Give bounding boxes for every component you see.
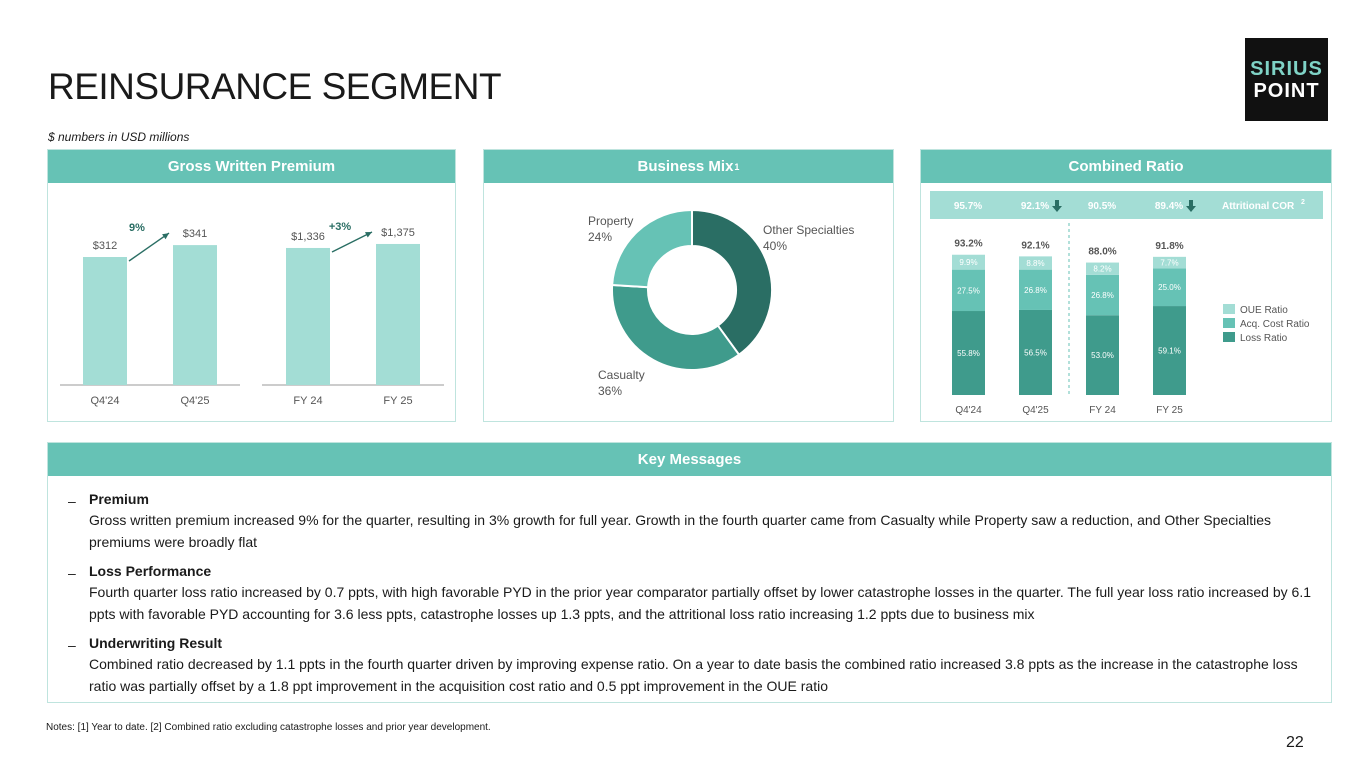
key-messages-panel bbox=[47, 442, 1332, 703]
logo-line-2: POINT bbox=[1253, 79, 1320, 102]
footnotes: Notes: [1] Year to date. [2] Combined ratio excluding catastrophe losses and prior year development. bbox=[46, 722, 491, 733]
gwp-panel-title: Gross Written Premium bbox=[167, 158, 336, 175]
key-message-item bbox=[68, 490, 1311, 553]
legend-label: Acq. Cost Ratio bbox=[1240, 319, 1310, 330]
cr-segment-label: 7.7% bbox=[1160, 258, 1179, 268]
gwp-bar-value-label: $341 bbox=[182, 228, 208, 241]
key-message-text: Combined ratio decreased by 1.1 ppts in the fourth quarter driven by improving expense ratio. On a year to date basis the combined ratio increased 3.8 ppts as the increase in the catastrophe loss ratio was partially offset by a 1.8 ppt improvement in the acquisition cost ratio and 0.5 ppt improvement in the OUE ratio bbox=[89, 656, 1298, 694]
gwp-growth-label: 9% bbox=[129, 222, 145, 235]
combined-ratio-chart bbox=[921, 183, 1331, 421]
cr-total-label: 88.0% bbox=[1088, 246, 1117, 258]
donut-percent-label: 40% bbox=[763, 239, 788, 253]
growth-arrow-head bbox=[162, 233, 169, 239]
donut-percent-label: 36% bbox=[598, 384, 623, 398]
cr-total-label: 92.1% bbox=[1021, 240, 1050, 252]
gwp-category-label: Q4'25 bbox=[180, 395, 210, 407]
attritional-cor-value: 95.7% bbox=[953, 201, 983, 212]
cr-segment-label: 55.8% bbox=[957, 349, 980, 359]
cr-category-label: FY 24 bbox=[1089, 405, 1116, 416]
mix-panel-title: Business Mix bbox=[637, 158, 734, 175]
attritional-cor-value: 90.5% bbox=[1087, 201, 1117, 212]
page-number: 22 bbox=[1286, 734, 1304, 751]
page-title: REINSURANCE SEGMENT bbox=[48, 66, 502, 107]
legend-label: OUE Ratio bbox=[1240, 305, 1288, 316]
donut-category-label: Property bbox=[588, 214, 634, 228]
cr-segment-label: 9.9% bbox=[959, 258, 978, 268]
cr-segment-label: 27.5% bbox=[957, 286, 980, 296]
gross-written-premium-panel bbox=[47, 149, 456, 422]
donut-percent-label: 24% bbox=[588, 230, 613, 244]
business-mix-panel bbox=[483, 149, 894, 422]
key-messages-header bbox=[48, 443, 1331, 476]
combined-ratio-panel bbox=[920, 149, 1332, 422]
cr-segment-label: 26.8% bbox=[1091, 291, 1114, 301]
gwp-chart bbox=[48, 183, 455, 421]
gwp-growth-label: +3% bbox=[328, 220, 352, 233]
down-arrow-icon bbox=[1055, 200, 1059, 206]
bullet-dash: – bbox=[68, 493, 76, 509]
bullet-dash: – bbox=[68, 637, 76, 653]
cr-panel-title: Combined Ratio bbox=[1068, 158, 1184, 175]
cr-segment-label: 26.8% bbox=[1024, 285, 1047, 295]
cr-category-label: Q4'25 bbox=[1022, 405, 1049, 416]
key-message-item bbox=[68, 634, 1311, 697]
gwp-bar bbox=[173, 245, 217, 385]
gwp-bar bbox=[376, 244, 420, 385]
attritional-footnote-marker: 2 bbox=[1301, 199, 1305, 206]
sirius-point-logo bbox=[1245, 38, 1328, 121]
mix-footnote-marker: 1 bbox=[734, 161, 740, 172]
gwp-bar bbox=[83, 257, 127, 385]
key-message-heading: Premium bbox=[89, 491, 149, 507]
legend-swatch bbox=[1223, 304, 1235, 314]
cr-segment-label: 56.5% bbox=[1024, 348, 1047, 358]
bullet-dash: – bbox=[68, 565, 76, 581]
donut-category-label: Casualty bbox=[598, 368, 645, 382]
gwp-category-label: FY 25 bbox=[383, 395, 413, 407]
gwp-category-label: Q4'24 bbox=[90, 395, 120, 407]
cr-total-label: 91.8% bbox=[1155, 240, 1184, 252]
attritional-cor-label: Attritional COR bbox=[1222, 201, 1295, 212]
cr-panel-header bbox=[921, 150, 1331, 183]
logo-line-1: SIRIUS bbox=[1250, 57, 1323, 80]
key-message-text: Fourth quarter loss ratio increased by 0.7 ppts, with high favorable PYD in the prior year comparator partially offset by lower catastrophe losses in the quarter. The full year loss ratio increased by 6.1 ppts with favorable PYD accounting for 3.6 less ppts, catastrophe losses up 1.3 ppts, and the attritional loss ratio increasing 1.2 ppts due to business mix bbox=[89, 584, 1311, 622]
down-arrow-icon bbox=[1189, 200, 1193, 206]
key-messages-title: Key Messages bbox=[637, 451, 742, 468]
key-message-text: Gross written premium increased 9% for the quarter, resulting in 3% growth for full year. Growth in the fourth quarter came from Casualty while Property saw a reduction, and Other Specialties premiums were broadly flat bbox=[89, 512, 1271, 550]
gwp-bar bbox=[286, 248, 330, 385]
donut-category-label: Other Specialties bbox=[763, 223, 855, 237]
gwp-bar-value-label: $312 bbox=[92, 240, 118, 252]
legend-label: Loss Ratio bbox=[1240, 333, 1288, 344]
key-message-heading: Loss Performance bbox=[89, 563, 212, 579]
gwp-bar-value-label: $1,375 bbox=[381, 226, 415, 239]
attritional-cor-value: 89.4% bbox=[1154, 201, 1184, 212]
donut-slice bbox=[612, 285, 739, 370]
mix-panel-header bbox=[484, 150, 893, 183]
cr-segment-label: 8.2% bbox=[1093, 264, 1112, 274]
key-message-item bbox=[68, 562, 1311, 625]
growth-arrow-line bbox=[129, 233, 169, 261]
cr-category-label: FY 25 bbox=[1156, 405, 1183, 416]
cr-segment-label: 59.1% bbox=[1158, 346, 1181, 356]
cr-segment-label: 53.0% bbox=[1091, 351, 1114, 361]
key-messages-list bbox=[48, 476, 1331, 697]
legend-swatch bbox=[1223, 318, 1235, 328]
cr-category-label: Q4'24 bbox=[955, 405, 982, 416]
legend-swatch bbox=[1223, 332, 1235, 342]
gwp-panel-header bbox=[48, 150, 455, 183]
key-message-heading: Underwriting Result bbox=[89, 635, 223, 651]
gwp-bar-value-label: $1,336 bbox=[291, 230, 325, 243]
growth-arrow-line bbox=[332, 232, 372, 252]
cr-segment-label: 25.0% bbox=[1158, 283, 1181, 293]
cr-total-label: 93.2% bbox=[954, 238, 983, 250]
attritional-cor-value: 92.1% bbox=[1020, 201, 1050, 212]
units-note: $ numbers in USD millions bbox=[48, 130, 190, 144]
business-mix-donut-chart bbox=[484, 183, 893, 421]
gwp-category-label: FY 24 bbox=[293, 395, 323, 407]
cr-segment-label: 8.8% bbox=[1026, 259, 1045, 269]
